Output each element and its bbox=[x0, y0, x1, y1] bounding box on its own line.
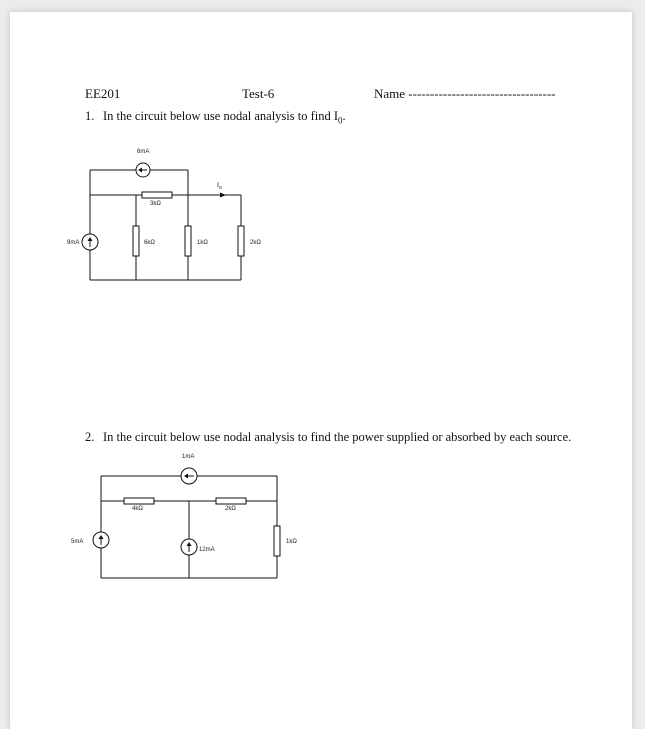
label-5mA: 5mA bbox=[71, 539, 84, 545]
label-6k: 6kΩ bbox=[144, 240, 155, 246]
name-field: Name ---------------------------------- bbox=[374, 86, 556, 101]
label-3k: 3kΩ bbox=[150, 201, 161, 207]
test-title: Test-6 bbox=[242, 86, 275, 101]
label-1k: 1kΩ bbox=[286, 539, 297, 545]
current-source-5mA bbox=[93, 532, 109, 548]
question-1-subscript: 0 bbox=[338, 115, 343, 126]
current-source-12mA bbox=[181, 539, 197, 555]
resistor-2k bbox=[238, 226, 244, 256]
resistor-2k bbox=[216, 498, 246, 504]
current-source-1mA bbox=[181, 468, 197, 484]
test-page bbox=[10, 12, 632, 729]
label-9mA: 9mA bbox=[67, 240, 80, 246]
label-12mA: 12mA bbox=[199, 547, 215, 553]
label-4k: 4kΩ bbox=[132, 506, 143, 512]
resistor-1k bbox=[274, 526, 280, 556]
resistor-6k bbox=[133, 226, 139, 256]
circuit-2-diagram bbox=[65, 450, 295, 580]
question-2 bbox=[85, 430, 571, 445]
question-2-text: In the circuit below use nodal analysis to find the power supplied or absorbed by each source. bbox=[103, 430, 572, 444]
label-1mA: 1mA bbox=[182, 454, 195, 460]
label-1k: 1kΩ bbox=[197, 240, 208, 246]
current-source-9mA bbox=[82, 234, 98, 250]
question-1-number: 1. bbox=[85, 109, 95, 123]
course-code: EE201 bbox=[85, 86, 121, 101]
current-source-6mA bbox=[136, 163, 150, 177]
label-2k: 2kΩ bbox=[225, 506, 236, 512]
label-io: $I_o$ bbox=[217, 182, 222, 191]
circuit-1-diagram bbox=[60, 146, 260, 276]
label-6mA: 6mA bbox=[137, 149, 150, 155]
question-1-text: In the circuit below use nodal analysis to find I bbox=[103, 109, 339, 123]
label-2k: 2kΩ bbox=[250, 240, 261, 246]
question-2-number: 2. bbox=[85, 430, 95, 444]
question-1 bbox=[85, 109, 346, 126]
resistor-1k bbox=[185, 226, 191, 256]
arrow-io bbox=[220, 193, 226, 198]
question-1-period: . bbox=[342, 109, 346, 123]
resistor-4k bbox=[124, 498, 154, 504]
resistor-3k bbox=[142, 192, 172, 198]
